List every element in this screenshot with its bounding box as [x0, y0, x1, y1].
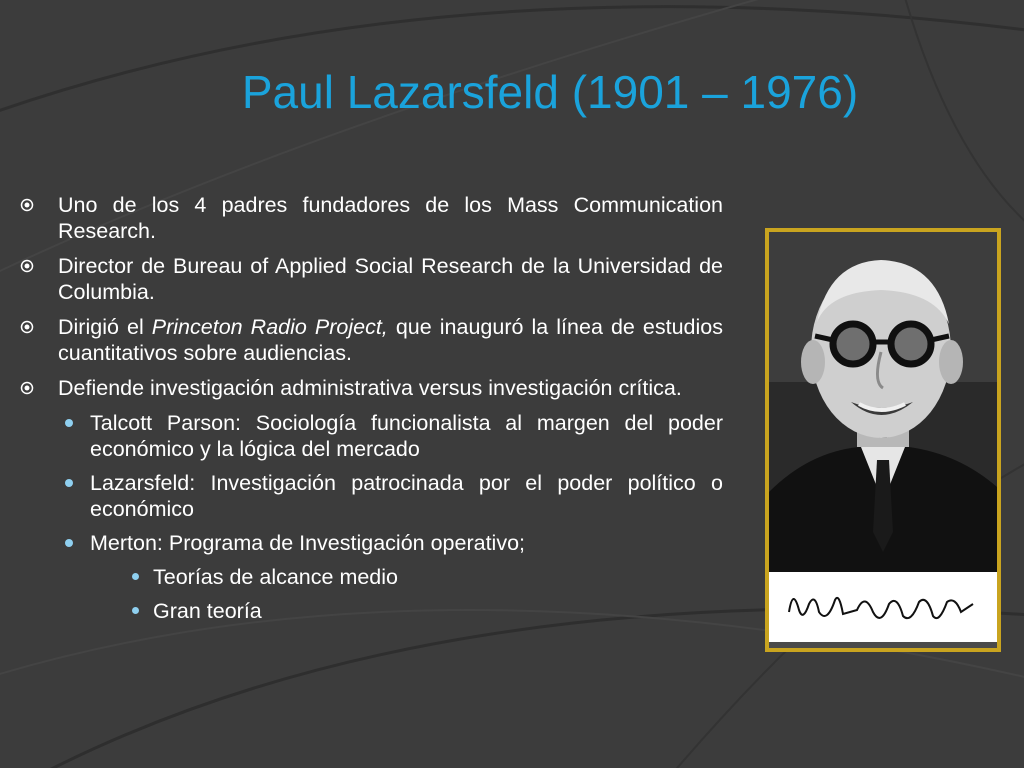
- portrait-frame: [765, 228, 1001, 652]
- dot-bullet-icon: [132, 573, 139, 580]
- dot-bullet-icon: [132, 607, 139, 614]
- sub-bullet-item: [20, 470, 723, 522]
- sub-bullet-item: [20, 410, 723, 462]
- sub-sub-bullet-item: [20, 598, 723, 624]
- bullet-item: [20, 192, 723, 244]
- bullet-text-post: que inauguró la línea de estudios cuantitativos sobre audiencias.: [58, 315, 723, 365]
- slide-title: Paul Lazarsfeld (1901 – 1976): [241, 66, 859, 118]
- circle-bullet-icon: [20, 381, 34, 395]
- portrait-photo-icon: [769, 232, 997, 648]
- circle-bullet-icon: [20, 259, 34, 273]
- circle-bullet-icon: [20, 320, 34, 334]
- sub-bullet-text: Talcott Parson: Sociología funcionalista al margen del poder económico y la lógica del mercado: [90, 411, 723, 461]
- sub-bullet-text: Merton: Programa de Investigación operativo;: [90, 531, 526, 555]
- sub-bullet-item: [20, 530, 723, 556]
- sub-sub-bullet-text: Gran teoría: [153, 599, 262, 623]
- sub-sub-bullet-text: Teorías de alcance medio: [153, 565, 399, 589]
- portrait-photo: [769, 232, 997, 648]
- bullet-text: Defiende investigación administrativa versus investigación crítica.: [58, 376, 682, 400]
- bullet-text-pre: Dirigió el: [58, 315, 152, 339]
- dot-bullet-icon: [65, 539, 73, 547]
- bullet-text-italic: Princeton Radio Project,: [151, 315, 388, 339]
- bullet-item: [20, 253, 723, 305]
- dot-bullet-icon: [65, 479, 73, 487]
- sub-bullet-text: Lazarsfeld: Investigación patrocinada por el poder político o económico: [90, 471, 723, 521]
- sub-sub-bullet-item: [20, 564, 723, 590]
- bullet-text: Uno de los 4 padres fundadores de los Mass Communication Research.: [58, 193, 723, 243]
- circle-bullet-icon: [20, 198, 34, 212]
- bullet-item: [20, 375, 723, 401]
- bullet-item: [20, 314, 723, 366]
- bullet-list: [20, 192, 723, 632]
- bullet-text: Director de Bureau of Applied Social Research de la Universidad de Columbia.: [58, 254, 723, 304]
- dot-bullet-icon: [65, 419, 73, 427]
